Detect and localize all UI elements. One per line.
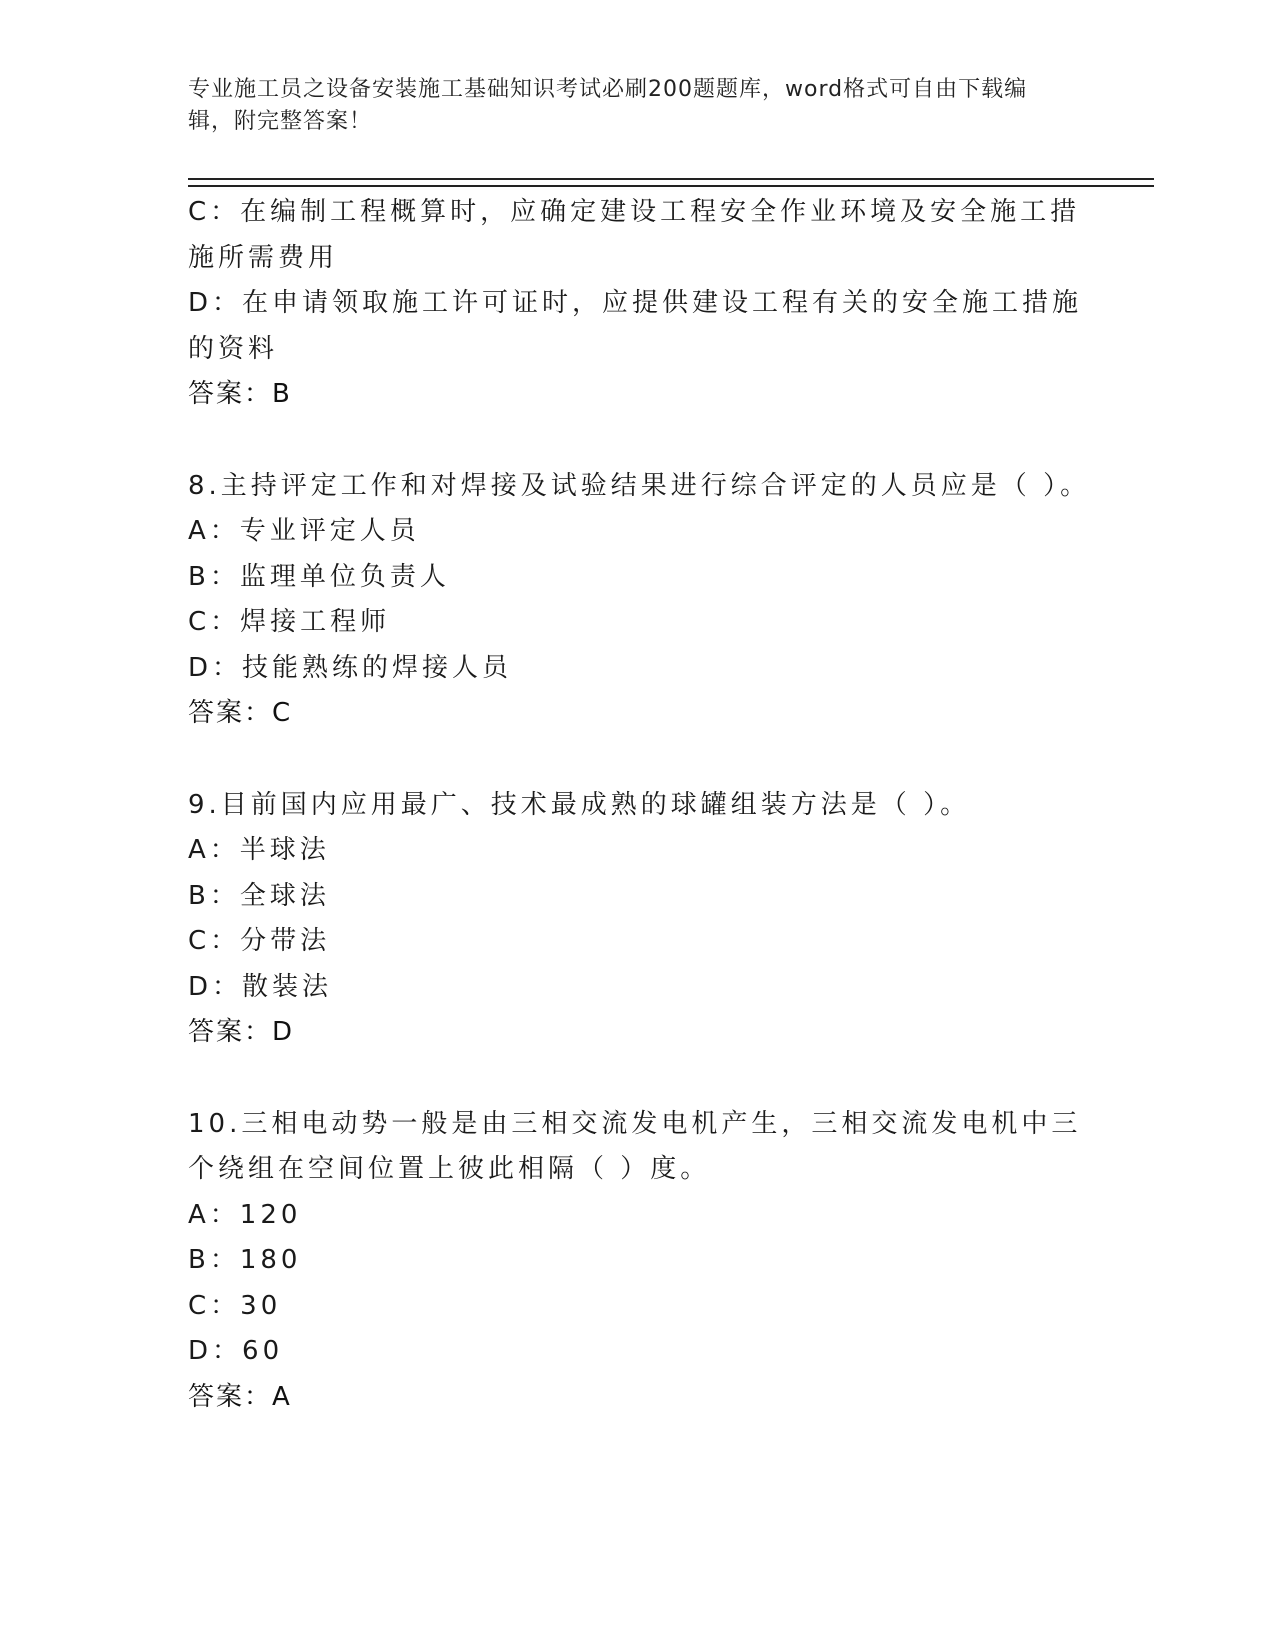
question-stem: 10.三相电动势一般是由三相交流发电机产生，三相交流发电机中三个绕组在空间位置上彼此相隔（ ）度。 — [188, 1108, 1082, 1184]
option-d: D：散装法 — [188, 971, 333, 1002]
option-d: D：技能熟练的焊接人员 — [188, 652, 513, 683]
answer-label: 答案：D — [188, 1017, 295, 1047]
spacer — [188, 1056, 1088, 1102]
option-b: B：监理单位负责人 — [188, 561, 450, 592]
option-a: A：半球法 — [188, 835, 330, 865]
option-b: B：180 — [188, 1245, 302, 1275]
option-d: D：在申请领取施工许可证时，应提供建设工程有关的安全施工措施的资料 — [188, 288, 1083, 364]
option-b: B：全球法 — [188, 880, 330, 911]
option-c: C：分带法 — [188, 926, 331, 956]
question-7-continued — [188, 190, 1088, 418]
document-header: 专业施工员之设备安装施工基础知识考试必刷200题题库，word格式可自由下载编辑，附完整答案！ — [188, 77, 1028, 134]
answer-label: 答案：C — [188, 698, 293, 728]
option-c: C：30 — [188, 1290, 282, 1321]
option-a: A：专业评定人员 — [188, 516, 420, 546]
option-a: A：120 — [188, 1199, 302, 1230]
option-d: D：60 — [188, 1336, 284, 1366]
option-c: C：焊接工程师 — [188, 607, 391, 637]
document-body — [188, 190, 1091, 1420]
spacer — [188, 418, 1088, 464]
question-stem: 8.主持评定工作和对焊接及试验结果进行综合评定的人员应是（ ）。 — [188, 470, 1091, 501]
header-divider-bottom — [188, 185, 1154, 187]
header-divider-top — [188, 178, 1154, 180]
answer-label: 答案：B — [188, 379, 292, 409]
answer-label: 答案：A — [188, 1381, 292, 1412]
question-8 — [188, 464, 1091, 737]
spacer — [188, 737, 1088, 783]
question-stem: 9.目前国内应用最广、技术最成熟的球罐组装方法是（ ）。 — [188, 789, 971, 820]
question-9 — [188, 783, 1088, 1056]
option-c: C：在编制工程概算时，应确定建设工程安全作业环境及安全施工措施所需费用 — [188, 197, 1081, 273]
question-10 — [188, 1102, 1088, 1421]
